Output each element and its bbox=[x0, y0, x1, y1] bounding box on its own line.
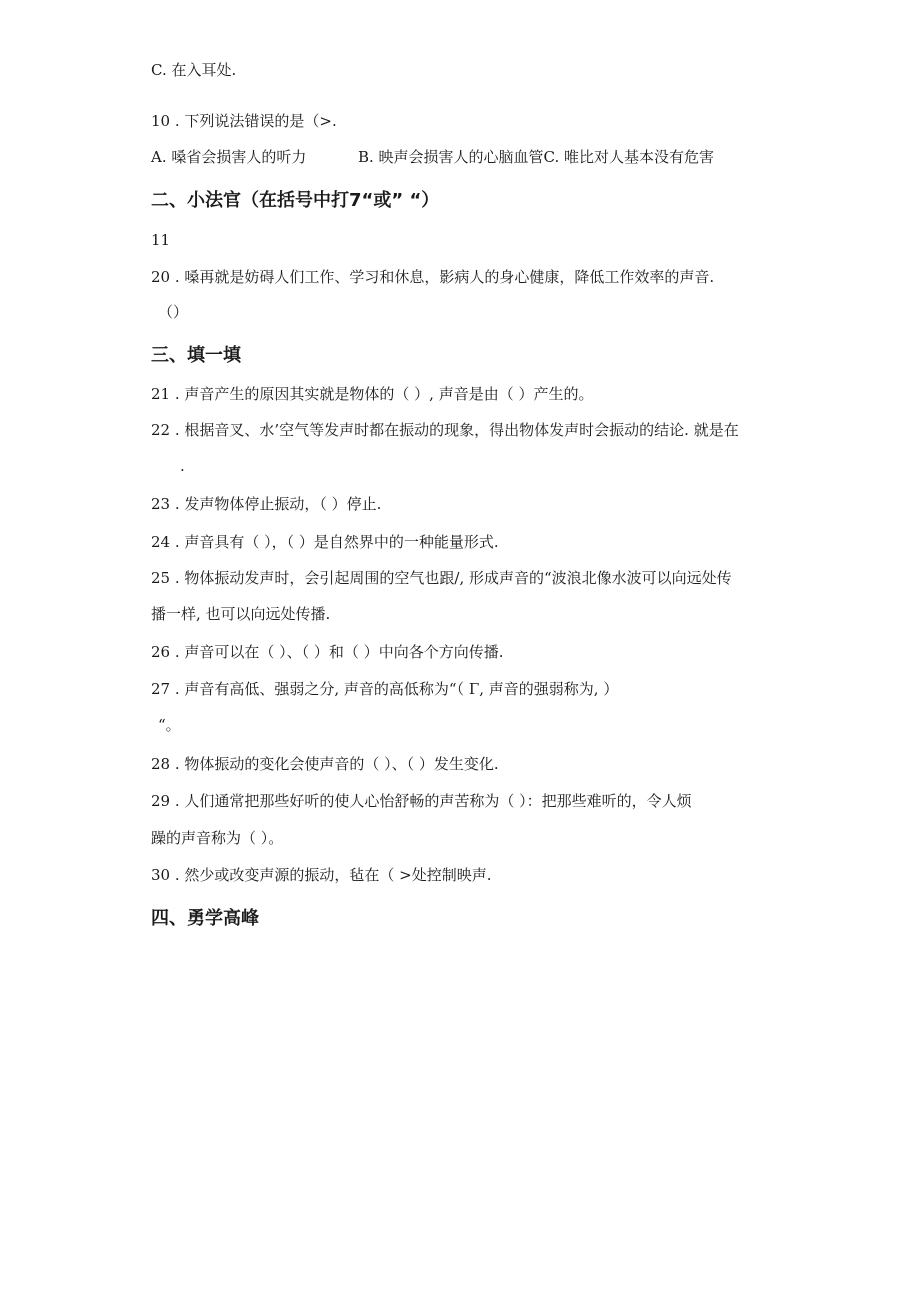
section-3-heading: 三、填一填 bbox=[151, 345, 241, 366]
question-27: 27 . 声音有高低、强弱之分, 声音的高低称为“（ Γ, 声音的强弱称为, ） bbox=[151, 680, 619, 698]
question-20-answer-paren: （） bbox=[158, 303, 189, 321]
question-25: 25 . 物体振动发声时，会引起周围的空气也跟/, 形成声音的“波浪北像水波可以向远处传 bbox=[151, 569, 732, 587]
question-23: 23 . 发声物体停止振动，（ ）停止. bbox=[151, 495, 382, 513]
question-22: 22 . 根据音叉、水’空气等发声时都在振动的现象，得出物体发声时会振动的结论. 就是在 bbox=[151, 421, 739, 439]
question-25-continuation: 播一样, 也可以向远处传播. bbox=[151, 605, 331, 623]
question-29-continuation: 躁的声音称为（ ）。 bbox=[151, 829, 284, 847]
question-11: 11 bbox=[151, 231, 171, 249]
option-b-c: B. 映声会损害人的心脑血管C. 唯比对人基本没有危害 bbox=[358, 148, 715, 166]
question-29: 29 . 人们通常把那些好听的使人心怡舒畅的声苦称为（ ）：把那些难听的，令人烦 bbox=[151, 792, 692, 810]
question-20: 20 . 嗓再就是妨碍人们工作、学习和休息，影病人的身心健康，降低工作效率的声音. bbox=[151, 268, 715, 286]
question-10: 10 . 下列说法错误的是（>. bbox=[151, 112, 337, 130]
section-2-heading: 二、小法官（在括号中打7“或” “） bbox=[151, 190, 440, 211]
question-28: 28 . 物体振动的变化会使声音的（ ）、（ ）发生变化. bbox=[151, 755, 499, 773]
question-22-continuation: . bbox=[180, 457, 185, 475]
question-24: 24 . 声音具有（ ），（ ）是自然界中的一种能量形式. bbox=[151, 533, 499, 551]
question-26: 26 . 声音可以在（ ）、（ ）和（ ）中向各个方向传播. bbox=[151, 643, 504, 661]
question-30: 30 . 然少或改变声源的振动，毡在（ >处控制映声. bbox=[151, 866, 492, 884]
option-c-text: C. 在入耳处. bbox=[151, 61, 237, 79]
question-27-continuation: “。 bbox=[158, 716, 181, 734]
option-a: A. 嗓省会损害人的听力 bbox=[151, 148, 307, 166]
section-4-heading: 四、勇学高峰 bbox=[151, 908, 259, 929]
question-21: 21 . 声音产生的原因其实就是物体的（ ）, 声音是由（ ）产生的。 bbox=[151, 385, 594, 403]
